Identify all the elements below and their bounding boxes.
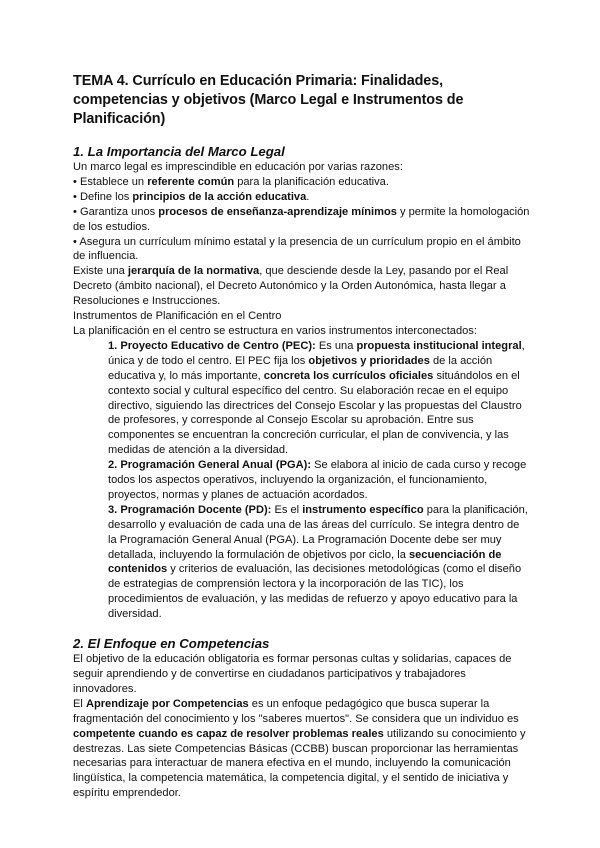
hierarchy-paragraph: Existe una jerarquía de la normativa, que desciende desde la Ley, pasando por el Real Decreto (ámbito nacional), el Decreto Autonómico y la Orden Autonómica, hasta llegar a Resoluciones e Instrucciones.	[73, 265, 509, 308]
item-pec: 1. Proyecto Educativo de Centro (PEC): Es una propuesta institucional integral, única y de todo el centro. El PEC fija los objetivos y prioridades de la acción educativa y, lo más importante, concreta los currículos oficiales situándolos en el contexto social y cultural específico del centro. Su elaboración recae en el equipo directivo, siguiendo las directrices del Consejo Escolar y las propuestas del Claustro de profesores, y corresponde al Consejo Escolar su aprobación. Entre sus componentes se encuentran la concreción curricular, el plan de convivencia, y las medidas de atención a la diversidad.	[108, 339, 525, 457]
item-pga: 2. Programación General Anual (PGA): Se elabora al inicio de cada curso y recoge todos los aspectos operativos, incluyendo la organización, el funcionamiento, proyectos, normas y planes de actuación acordados.	[108, 459, 527, 501]
section-2-paragraph-2: El Aprendizaje por Competencias es un enfoque pedagógico que busca superar la fragmentación del conocimiento y los "saberes muertos". Se considera que un individuo es competente cuando es capaz de resolver problemas reales utilizando su conocimiento y destrezas. Las siete Competencias Básicas (CCBB) buscan proporcionar las herramientas necesarias para interactuar de manera efectiva en el mundo, incluyendo la comunicación lingüística, la competencia matemática, la competencia digital, y el sentido de iniciativa y espíritu emprendedor.	[73, 697, 526, 800]
section-2-paragraph-1: El objetivo de la educación obligatoria es formar personas cultas y solidarias, capaces de seguir aprendiendo y de convertirse en ciudadanos participativos y trabajadores innovadores.	[73, 653, 512, 695]
bullet-2: • Define los principios de la acción educativa.	[73, 190, 310, 203]
section-1-heading: 1. La Importancia del Marco Legal	[73, 144, 285, 159]
document-title: TEMA 4. Currículo en Educación Primaria: Finalidades, competencias y objetivos (Marco Legal e Instrumentos de Planificación)	[73, 73, 464, 127]
instruments-label: Instrumentos de Planificación en el Centro	[73, 310, 282, 323]
section-1-intro: Un marco legal es imprescindible en educación por varias razones:	[73, 161, 403, 173]
planning-intro: La planificación en el centro se estructura en varios instrumentos interconectados:	[73, 324, 477, 337]
bullet-4: • Asegura un currículum mínimo estatal y la presencia de un currículum propio en el ámbito de influencia.	[73, 235, 521, 263]
bullet-3: • Garantiza unos procesos de enseñanza-aprendizaje mínimos y permite la homologación de los estudios.	[73, 205, 530, 233]
document-page	[73, 72, 531, 801]
item-pd: 3. Programación Docente (PD): Es el instrumento específico para la planificación, desarrollo y evaluación de cada una de las áreas del currículo. Se integra dentro de la Programación General Anual (PGA). La Programación Docente debe ser muy detallada, incluyendo la formulación de objetivos por ciclo, la secuenciación de contenidos y criterios de evaluación, las decisiones metodológicas (como el diseño de estrategias de comprensión lectora y la incorporación de las TIC), los procedimientos de evaluación, y las medidas de refuerzo y apoyo educativo para la diversidad.	[108, 503, 528, 621]
section-2-heading: 2. El Enfoque en Competencias	[73, 636, 270, 652]
bullet-1: • Establece un referente común para la planificación educativa.	[73, 175, 389, 188]
